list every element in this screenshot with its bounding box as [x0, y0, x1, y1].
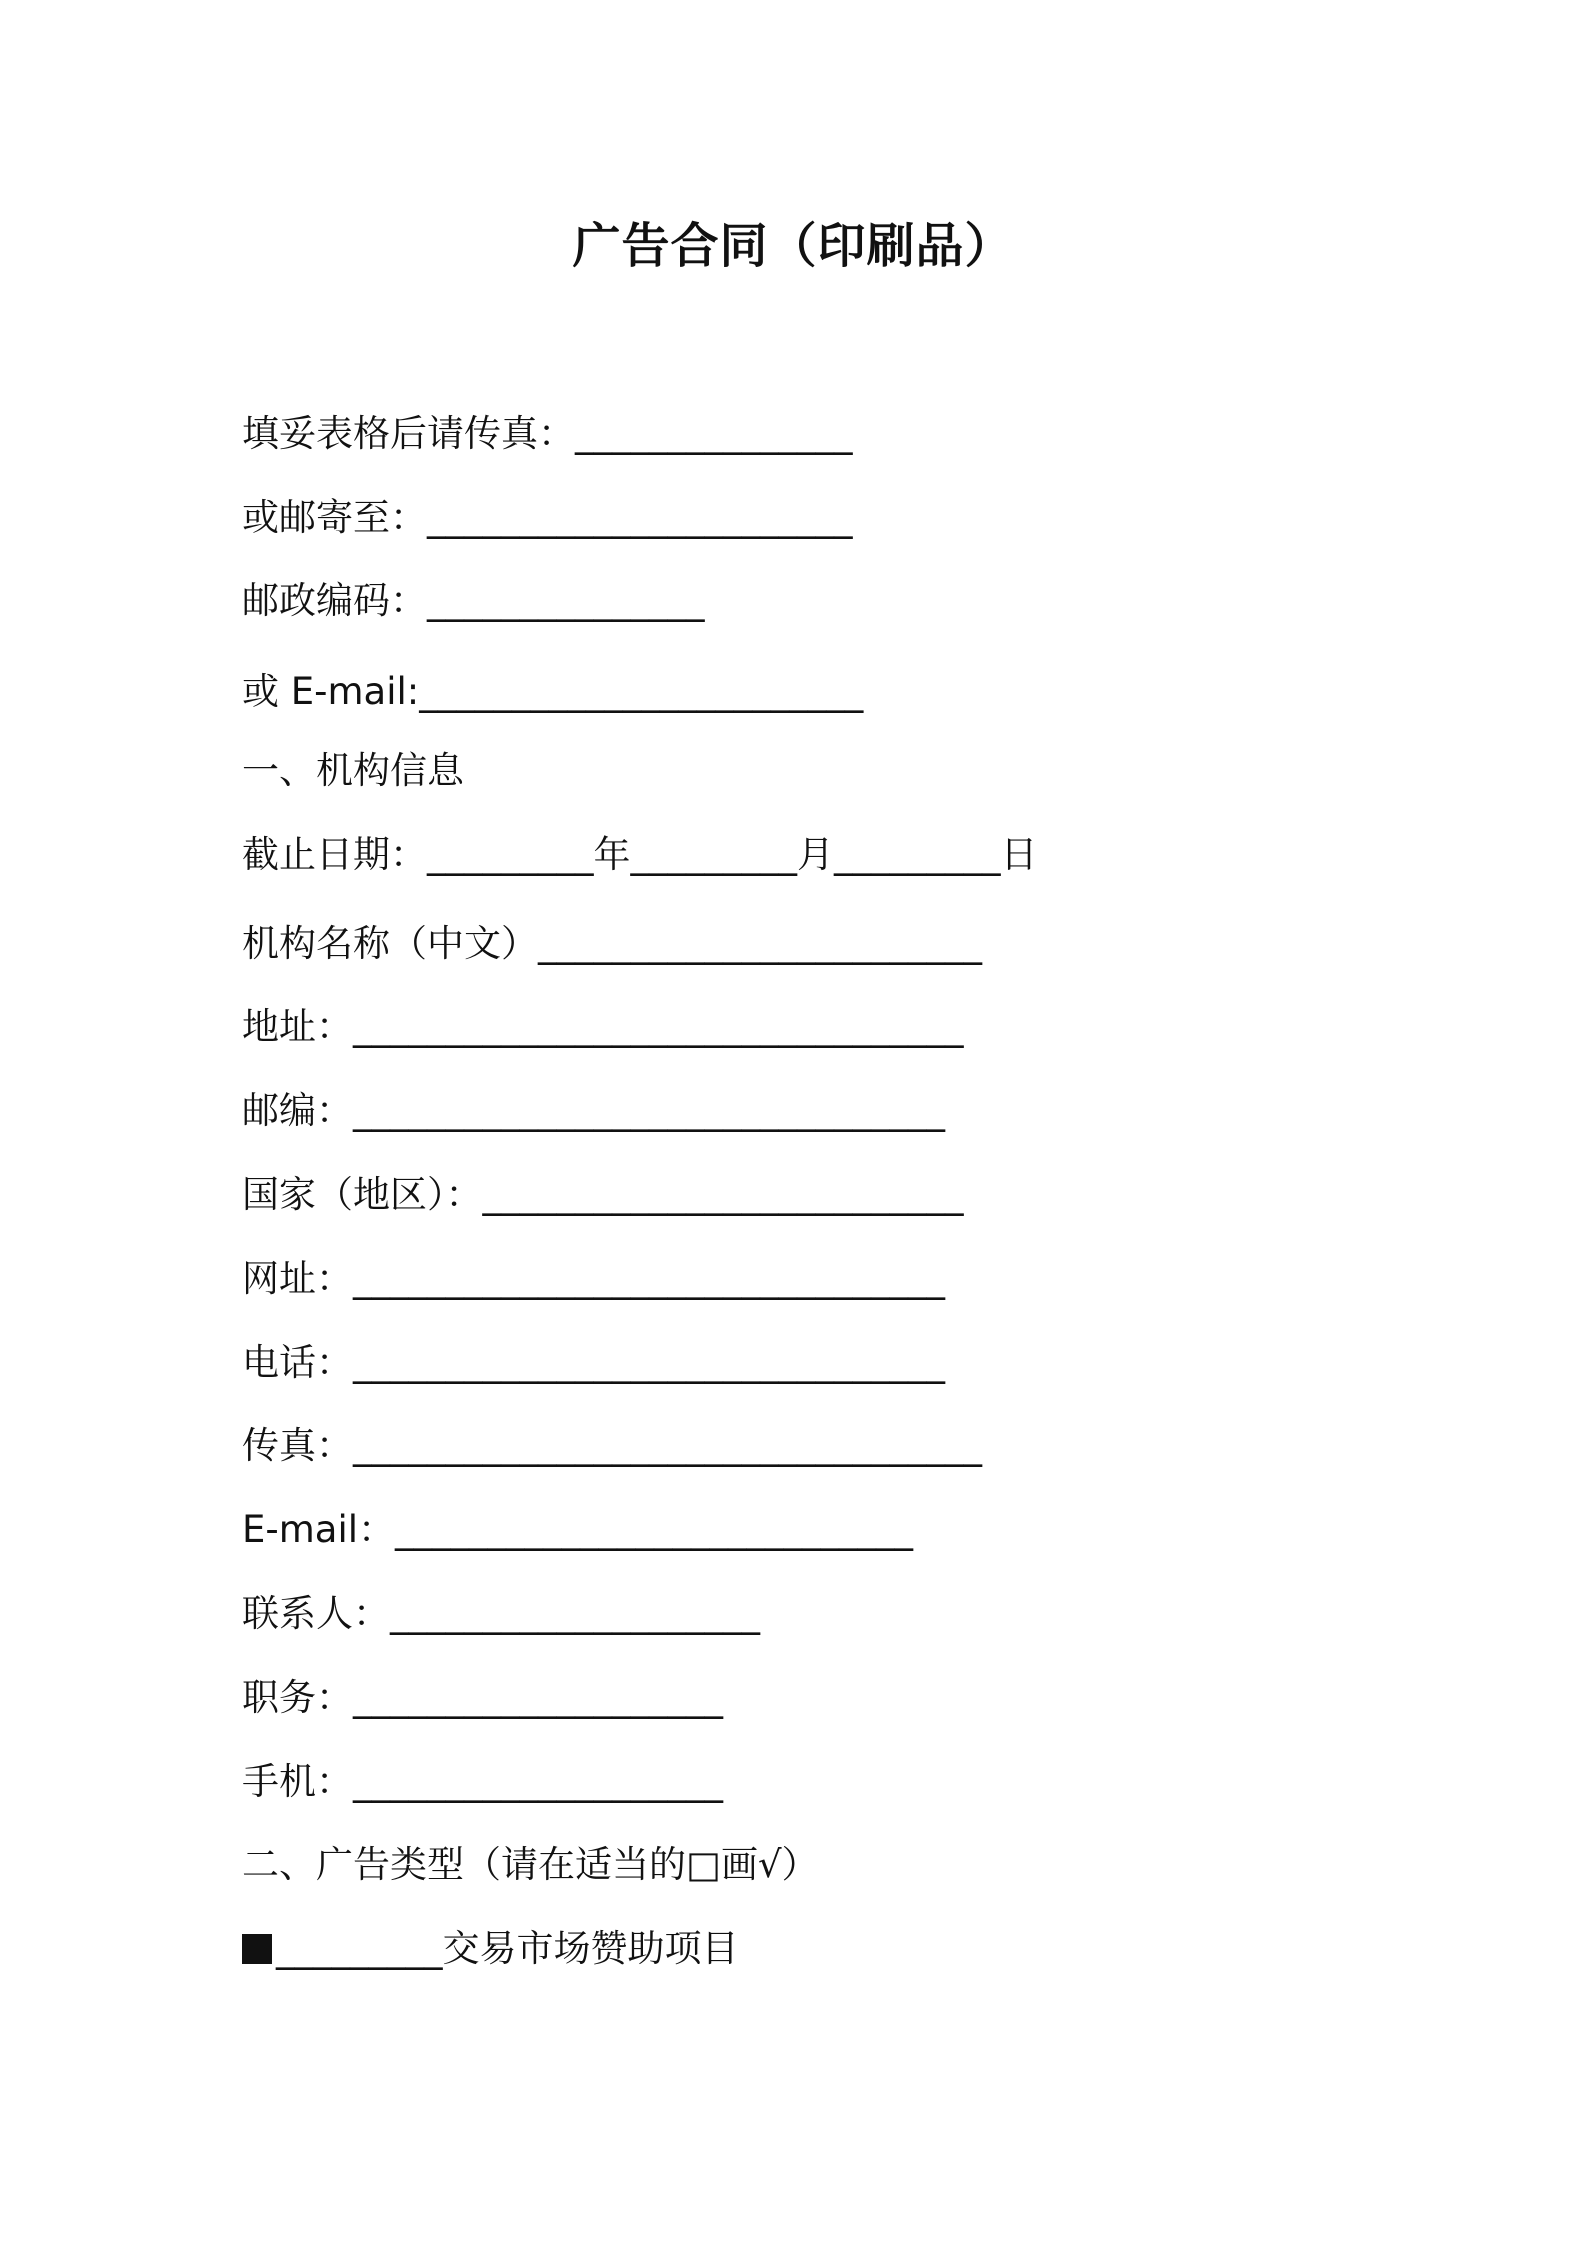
fax-line: 填妥表格后请传真：_______________ [242, 412, 853, 455]
postcode-line: 邮政编码：_______________ [242, 579, 705, 622]
zip-line: 邮编：________________________________ [242, 1089, 945, 1132]
mail-line: 或邮寄至：_______________________ [242, 496, 853, 539]
mobile-line: 手机：____________________ [242, 1760, 723, 1803]
phone-line: 电话：________________________________ [242, 1341, 945, 1384]
website-line: 网址：________________________________ [242, 1257, 945, 1300]
filled-checkbox-icon [242, 1934, 272, 1964]
email-top-line: 或 E-mail:________________________ [242, 670, 864, 713]
section1-heading: 一、机构信息 [242, 749, 464, 792]
position-line: 职务：____________________ [242, 1676, 723, 1719]
address-line: 地址：_________________________________ [242, 1005, 964, 1048]
ad-type-item-1 [242, 1923, 739, 1975]
org-name-line: 机构名称（中文）________________________ [242, 922, 982, 965]
section2-heading: 二、广告类型（请在适当的□画√） [242, 1843, 819, 1886]
fax-org-line: 传真：__________________________________ [242, 1424, 982, 1467]
contact-line: 联系人：____________________ [242, 1592, 760, 1635]
ad-type-item-1-label: _________交易市场赞助项目 [276, 1927, 739, 1970]
document-title: 广告合同（印刷品） [572, 218, 1014, 274]
email-org-line: E-mail：____________________________ [242, 1508, 914, 1551]
deadline-line: 截止日期：_________年_________月_________日 [242, 833, 1038, 876]
country-line: 国家（地区）：__________________________ [242, 1173, 964, 1216]
